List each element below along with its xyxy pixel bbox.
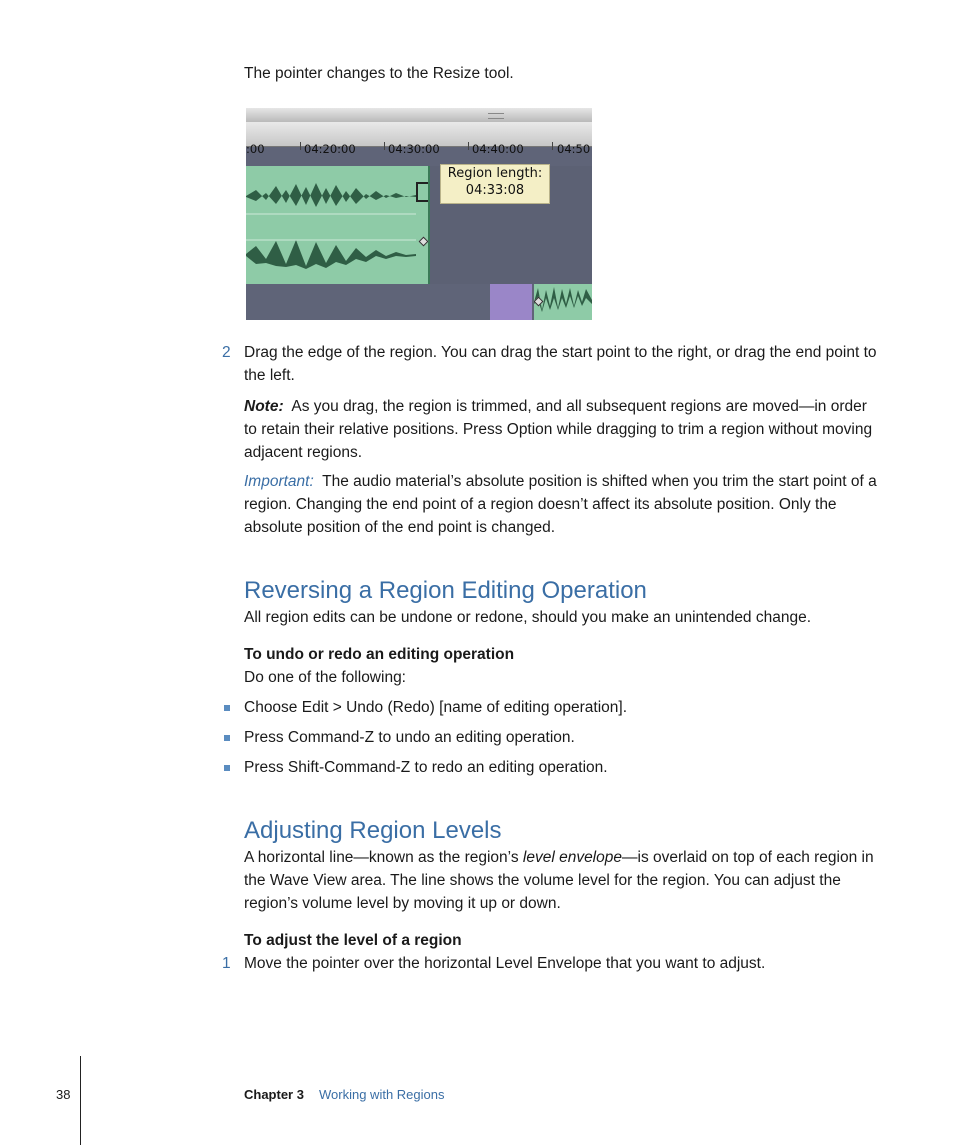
region-length-tooltip — [440, 164, 550, 204]
ruler-label: 04:50 — [557, 142, 591, 156]
important-label: Important: — [244, 473, 314, 490]
intro-term: level envelope — [522, 849, 622, 866]
bullet-icon — [224, 765, 230, 771]
ruler-tick — [552, 142, 553, 150]
step-number: 1 — [222, 955, 231, 972]
step-2-text: Drag the edge of the region. You can drag the start point to the right, or drag the end point to the left. — [244, 344, 877, 384]
step-1-text: Move the pointer over the horizontal Level Envelope that you want to adjust. — [244, 955, 766, 972]
section2-intro — [244, 846, 884, 915]
important-paragraph — [244, 470, 884, 539]
intro-part: A horizontal line—known as the region’s — [244, 849, 523, 866]
note-paragraph — [244, 395, 884, 464]
intro-part: —is overlaid on top of each region in the Wave View area. The line shows the volume level for the region. You can adjust the region’s volume level by moving it up or down. — [244, 849, 874, 912]
bullet-icon — [224, 705, 230, 711]
footer-chapter-title: Working with Regions — [319, 1087, 445, 1102]
audio-region-top[interactable] — [246, 166, 430, 226]
list-item: Choose Edit > Undo (Redo) [name of editing operation]. — [244, 699, 627, 716]
resize-tool-screenshot — [246, 108, 592, 320]
tooltip-value: 04:33:08 — [465, 183, 525, 198]
note-label: Note: — [244, 398, 284, 415]
waveform-top — [246, 166, 416, 226]
section-heading-adjusting: Adjusting Region Levels — [244, 817, 502, 844]
ruler-label: 04:30:00 — [388, 142, 440, 156]
ruler-tick — [468, 142, 469, 150]
ruler-tick — [300, 142, 301, 150]
note-text: As you drag, the region is trimmed, and all subsequent regions are moved—in order to retain their relative positions. Press Option while dragging to trim a region without moving adjacent regions. — [244, 398, 873, 461]
footer-chapter: Chapter 3 — [244, 1087, 304, 1102]
ruler-tick — [384, 142, 385, 150]
task-title-adjust: To adjust the level of a region — [244, 932, 462, 949]
footer-divider — [80, 1056, 81, 1145]
section1-intro: All region edits can be undone or redone, should you make an unintended change. — [244, 609, 812, 626]
page-number: 38 — [56, 1087, 71, 1102]
list-item: Press Shift-Command-Z to redo an editing operation. — [244, 759, 608, 776]
resize-pointer-icon — [416, 182, 428, 202]
waveform-bottom — [246, 226, 416, 284]
ruler-label: 04:40:00 — [472, 142, 524, 156]
section-heading-reversing: Reversing a Region Editing Operation — [244, 577, 647, 604]
list-item: Press Command-Z to undo an editing operation. — [244, 729, 575, 746]
resize-grip-icon — [488, 113, 504, 119]
audio-region-bottom[interactable] — [246, 226, 430, 284]
step-number: 2 — [222, 344, 231, 361]
tooltip-label: Region length: — [447, 166, 543, 181]
bullet-icon — [224, 735, 230, 741]
task-title-undo: To undo or redo an editing operation — [244, 646, 515, 663]
important-text: The audio material’s absolute position is shifted when you trim the start point of a region. Changing the end point of a region doesn’t affect its absolute position. Only the absolute position of the end point is changed. — [244, 473, 877, 536]
ruler-label: 04:20:00 — [304, 142, 356, 156]
purple-region[interactable] — [490, 284, 532, 320]
task-intro: Do one of the following: — [244, 669, 406, 686]
window-top-bar — [246, 108, 592, 122]
intro-text: The pointer changes to the Resize tool. — [244, 65, 514, 82]
ruler-label: :00 — [246, 142, 265, 156]
